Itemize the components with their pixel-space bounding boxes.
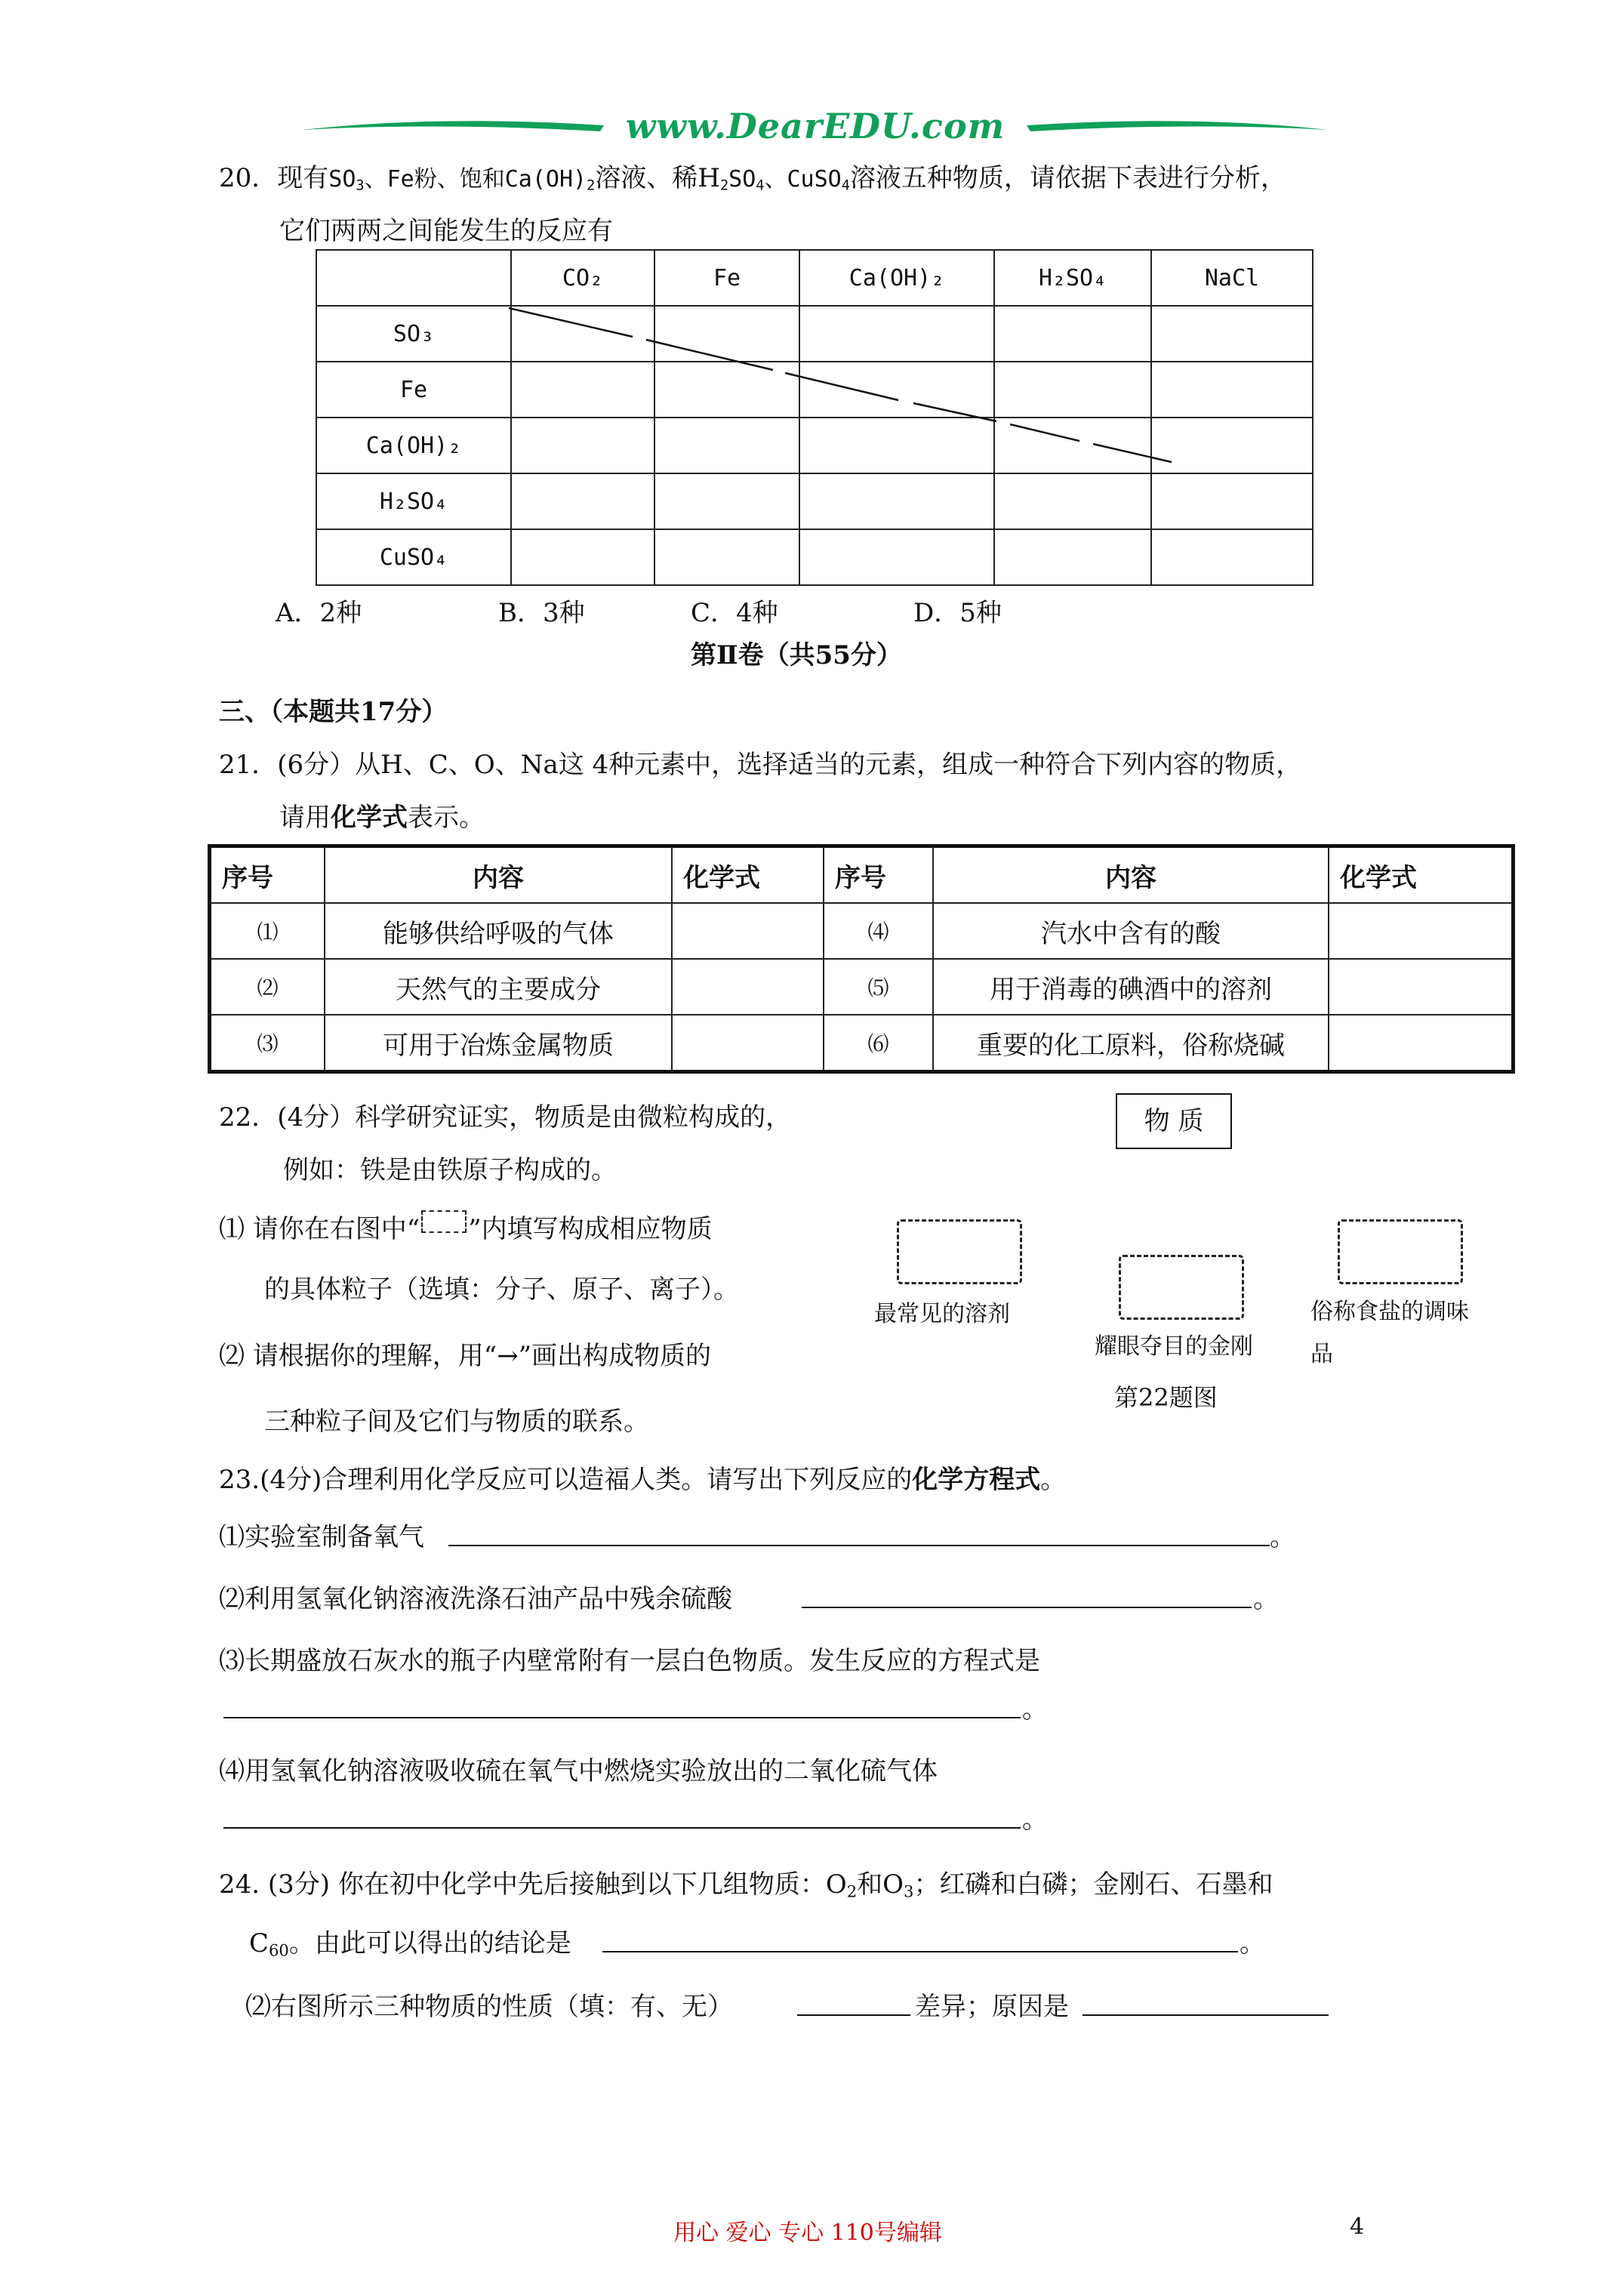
q23-item-2: ⑵利用氢氧化钠溶液洗涤石油产品中残余硫酸 [219, 1584, 732, 1614]
col-header: Fe [654, 250, 799, 306]
q20-option-a: A．2种 [276, 598, 362, 628]
header-cell: 序号 [824, 846, 933, 904]
q21-table [208, 844, 1515, 1074]
row-header: Fe [316, 362, 511, 418]
header-logo [302, 106, 1329, 151]
site-name[interactable]: www.DearEDU.com [625, 106, 1006, 146]
q24-line2: $C_{60}$。由此可以得出的结论是 [249, 1928, 571, 1960]
q23-item-4: ⑷用氢氧化钠溶液吸收硫在氧气中燃烧实验放出的二氧化硫气体 [219, 1756, 938, 1786]
header-cell: 化学式 [672, 846, 824, 904]
diagram-label-right: 俗称食盐的调味 [1310, 1299, 1469, 1325]
q20-line2: 它们两两之间能发生的反应有 [279, 216, 613, 246]
table-diagonal-line [506, 302, 1185, 476]
q24-line1: 24. (3分) 你在初中化学中先后接触到以下几组物质：$O_2$和$O_3$；红磷和白磷；金刚石、石墨和 [219, 1869, 1273, 1901]
table-row: ⑵ 天然气的主要成分 ⑸ 用于消毒的碘酒中的溶剂 [210, 959, 1514, 1015]
part2-title: 第Ⅱ卷（共55分） [691, 640, 902, 670]
table-row: ⑴ 能够供给呼吸的气体 ⑷ 汽水中含有的酸 [210, 903, 1514, 959]
diagram-box-right[interactable] [1338, 1219, 1463, 1284]
answer-line[interactable] [223, 1827, 1021, 1829]
q22-line1: 22．(4分）科学研究证实，物质是由微粒构成的， [219, 1102, 792, 1133]
row-header: Ca(OH)₂ [316, 418, 511, 473]
footer-text: 用心 爱心 专心 110号编辑 [673, 2220, 942, 2246]
answer-line[interactable] [223, 1717, 1021, 1718]
diagram-box-middle[interactable] [1119, 1255, 1244, 1320]
table-row: ⑶ 可用于冶炼金属物质 ⑹ 重要的化工原料，俗称烧碱 [210, 1015, 1514, 1072]
q22-part1: ⑴ 请你在右图中“ ”内填写构成相应物质 [219, 1208, 713, 1245]
row-header: H₂SO₄ [316, 473, 511, 529]
col-header: H₂SO₄ [994, 250, 1151, 306]
q20-option-c: C．4种 [691, 598, 778, 628]
header-cell: 化学式 [1329, 846, 1514, 904]
answer-line[interactable] [448, 1545, 1270, 1546]
diagram-box-left[interactable] [897, 1219, 1022, 1284]
answer-cell[interactable] [1329, 1015, 1514, 1072]
q23-item-1: ⑴实验室制备氧气 [219, 1522, 424, 1552]
header-cell: 内容 [325, 846, 672, 904]
q22-part2: ⑵ 请根据你的理解，用“→”画出构成物质的 [219, 1341, 712, 1371]
page-number: 4 [1350, 2214, 1365, 2240]
section3-title: 三、（本题共17分） [219, 697, 448, 727]
answer-line[interactable] [1083, 2014, 1329, 2016]
answer-cell[interactable] [1329, 903, 1514, 959]
q24-part2: ⑵右图所示三种物质的性质（填：有、无） [245, 1992, 733, 2022]
answer-cell[interactable] [672, 903, 824, 959]
answer-cell[interactable] [672, 959, 824, 1015]
col-header: Ca(OH)₂ [799, 250, 994, 306]
col-header: CO₂ [511, 250, 654, 306]
q20-option-b: B．3种 [498, 598, 585, 628]
answer-cell[interactable] [672, 1015, 824, 1072]
answer-line[interactable] [602, 1951, 1238, 1952]
diagram-substance-box: 物 质 [1116, 1093, 1232, 1149]
q22-line2: 例如：铁是由铁原子构成的。 [283, 1155, 617, 1185]
q20-line1: 20．现有$SO_3$、Fe粉、饱和$Ca(OH)_2$溶液、稀$H_2SO_4$、CuSO$_4$溶液五种物质，请依据下表进行分析， [219, 163, 1286, 194]
header-cell: 序号 [210, 846, 325, 904]
answer-cell[interactable] [1329, 959, 1514, 1015]
diagram-label-left: 最常见的溶剂 [874, 1301, 1010, 1327]
header-cell: 内容 [933, 846, 1329, 904]
row-header: SO₃ [316, 306, 511, 362]
diagram-label-right-cont: 品 [1310, 1341, 1333, 1367]
q23-title: 23.(4分)合理利用化学反应可以造福人类。请写出下列反应的化学方程式。 [219, 1465, 1067, 1495]
row-header: CuSO₄ [316, 529, 511, 585]
q22-part1-cont: 的具体粒子（选填：分子、原子、离子）。 [264, 1274, 739, 1305]
q24-part2-reason: 差异；原因是 [915, 1992, 1069, 2022]
q21-line1: 21．(6分）从H、C、O、Na这 4种元素中，选择适当的元素，组成一种符合下列内容的物质， [219, 750, 1302, 780]
answer-line[interactable] [802, 1607, 1252, 1608]
q21-line2: 请用化学式表示。 [279, 803, 485, 833]
diagram-label-middle: 耀眼夺目的金刚 [1095, 1333, 1253, 1360]
answer-line[interactable] [797, 2014, 910, 2016]
q20-option-d: D．5种 [913, 598, 1002, 628]
col-header: NaCl [1151, 250, 1313, 306]
q23-item-3: ⑶长期盛放石灰水的瓶子内壁常附有一层白色物质。发生反应的方程式是 [219, 1646, 1040, 1676]
q22-part2-cont: 三种粒子间及它们与物质的联系。 [264, 1407, 649, 1437]
diagram-caption: 第22题图 [1114, 1383, 1218, 1412]
